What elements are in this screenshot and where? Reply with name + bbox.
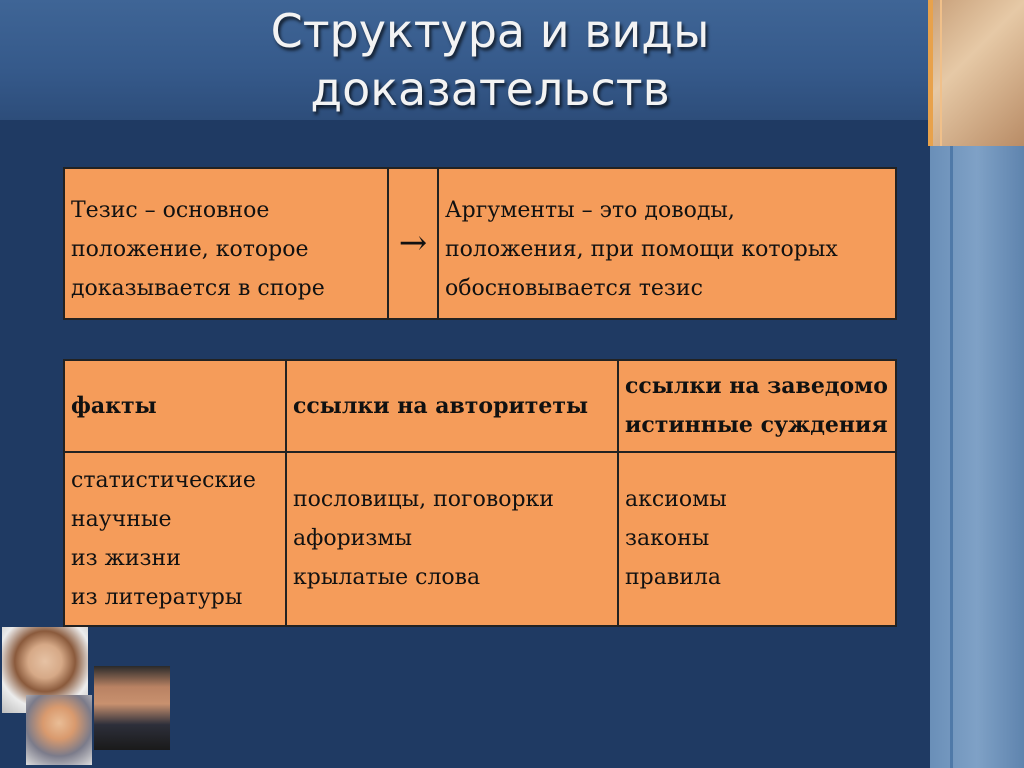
thesis-line: доказывается в споре	[71, 276, 325, 301]
thesis-line: положение, которое	[71, 237, 309, 262]
argument-types-table	[63, 359, 897, 627]
list-item: аксиомы	[625, 487, 727, 512]
list-item: пословицы, поговорки	[293, 487, 554, 512]
arguments-line: Аргументы – это доводы,	[445, 198, 735, 223]
thesis-cell	[64, 168, 388, 319]
header-authorities: ссылки на авторитеты	[286, 360, 618, 452]
list-item: из жизни	[71, 546, 181, 571]
man-back-photo	[94, 666, 170, 750]
decorative-orange-line	[928, 0, 933, 146]
true-judgments-cell	[618, 452, 896, 626]
slide-title-line-1: Структура и виды	[270, 4, 710, 58]
facts-cell	[64, 452, 286, 626]
slide-title	[180, 2, 800, 118]
arguments-line: положения, при помощи которых	[445, 237, 838, 262]
authorities-cell	[286, 452, 618, 626]
arguments-cell	[438, 168, 896, 319]
decorative-blue-line	[950, 146, 953, 768]
list-item: статистические	[71, 468, 256, 493]
table-row	[64, 452, 896, 626]
list-item: научные	[71, 507, 172, 532]
header-facts: факты	[64, 360, 286, 452]
decorative-corner-photo	[930, 0, 1024, 146]
thesis-arguments-table	[63, 167, 897, 320]
list-item: крылатые слова	[293, 565, 481, 590]
list-item: из литературы	[71, 585, 243, 610]
decorative-orange-line-thin	[940, 0, 942, 146]
table-header-row	[64, 360, 896, 452]
slide-title-line-2: доказательств	[310, 62, 670, 116]
arrow-icon: →	[388, 168, 438, 319]
arguments-line: обосновывается тезис	[445, 276, 703, 301]
header-true-judgments: ссылки на заведомо истинные суждения	[618, 360, 896, 452]
list-item: законы	[625, 526, 710, 551]
thesis-line: Тезис – основное	[71, 198, 270, 223]
list-item: афоризмы	[293, 526, 412, 551]
list-item: правила	[625, 565, 722, 590]
smiling-man-photo	[26, 695, 92, 765]
